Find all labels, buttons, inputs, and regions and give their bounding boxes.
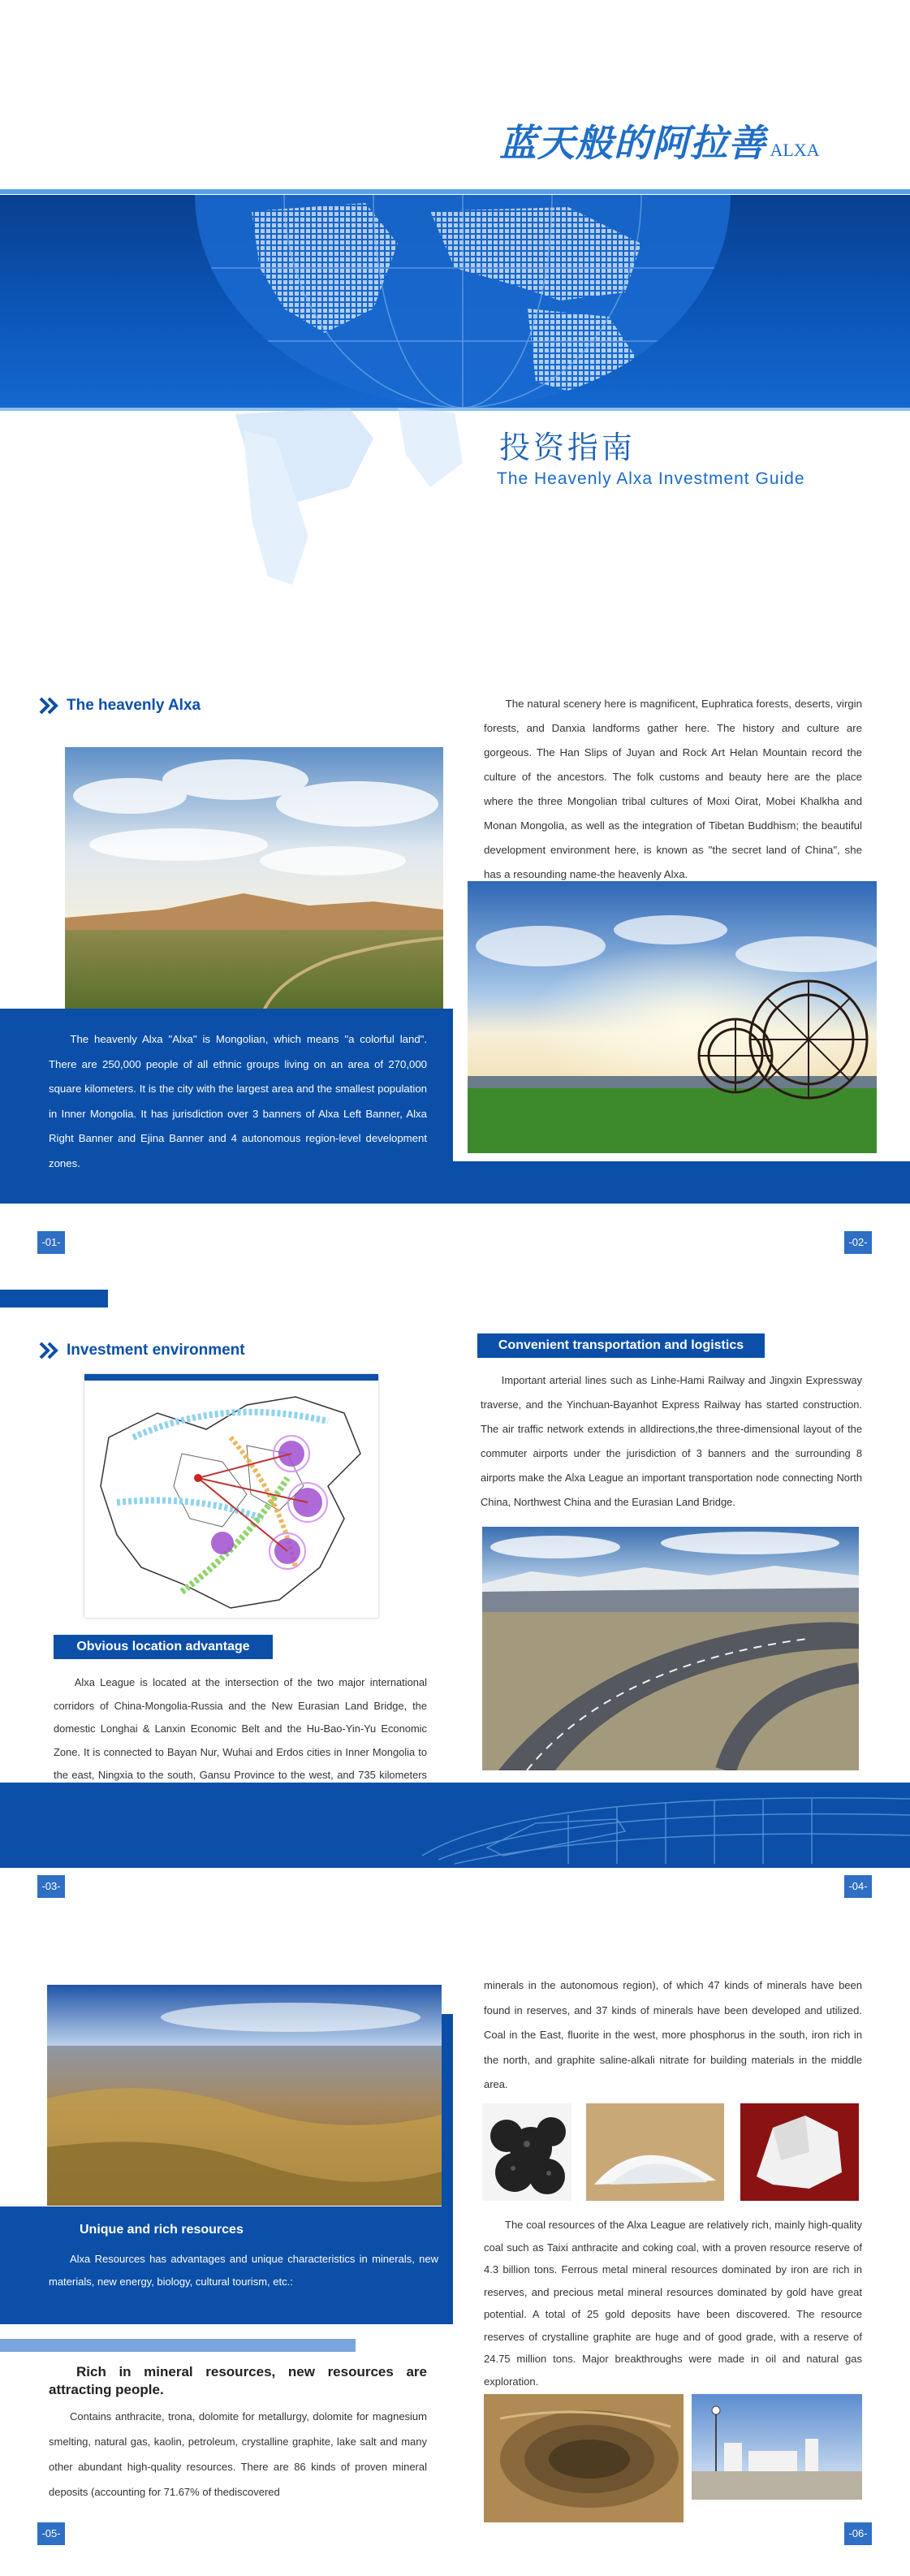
title-unique-resources: Unique and rich resources	[80, 2223, 244, 2237]
page-number-01: -01-	[37, 1231, 65, 1254]
minerals-continued: minerals in the autonomous region), of which 47 kinds of minerals have been found in reserves, and 37 kinds of minerals have been developed and utilized. Coal in the East, fluorite in the west, more phosphorus in the south, iron rich in the north, and graphite saline-alkali nitrate for building materials in the middle area.	[484, 1979, 862, 2090]
photo-salt	[586, 2103, 724, 2201]
photo-kaolin	[740, 2103, 859, 2201]
photo-mine-pit	[484, 2394, 684, 2522]
bottom-bar-page2	[453, 1161, 910, 1204]
page-number-04: -04-	[844, 1875, 872, 1898]
heading-heavenly-alxa-text: The heavenly Alxa	[67, 697, 201, 714]
page-number-06: -06-	[844, 2522, 872, 2545]
page-number-03: -03-	[37, 1875, 65, 1898]
cover-title-cn: 投资指南	[499, 430, 636, 465]
location-advantage-text: Alxa League is located at the intersection of the two major international corridors of China-Mongolia-Russia and the New Eurasian Land Bridge, the domestic Longhai & Lanxin Economic Belt and the Hu-Bao-Yin-Yu Economic Zone. It is connected to Bayan Nur, Wuhai and Erdos cities in Inner Mongolia to the east, Ningxia to the south, Gansu Province to the west, and 735 kilometers	[54, 1676, 427, 1781]
photo-oil-facility	[692, 2394, 862, 2500]
photo-waterwheel	[468, 881, 877, 1153]
resources-text: Alxa Resources has advantages and unique characteristics in minerals, new materials, new energy, biology, cultural tourism, etc.:	[49, 2253, 438, 2288]
light-accent-bar	[0, 2339, 356, 2352]
page-number-05: -05-	[37, 2522, 65, 2545]
location-map	[84, 1374, 378, 1618]
double-chevron-icon	[39, 697, 60, 715]
coal-text: The coal resources of the Alxa League are relatively rich, mainly high-quality coal such as Taixi anthracite and coking coal, with a proven resource reserve of 4.3 billion tons. Ferrous metal mineral resources dominated by iron are rich in reserves, and precious metal mineral resources dominated by gold have great potential. A total of 25 gold deposits have been discovered. The resource reserves of crystalline graphite are huge and of good grade, with a reserve of 24.75 million tons. Major breakthroughs were made in oil and natural gas exploration.	[484, 2219, 862, 2388]
cover-top-stripe	[0, 189, 910, 194]
heading-investment-environment-text: Investment environment	[67, 1342, 245, 1359]
logo-en: ALXA	[770, 140, 820, 160]
mineral-text: Contains anthracite, trona, dolomite for metallurgy, dolomite for magnesium smelting, natural gas, kaolin, petroleum, crystalline graphite, lake salt and many other abundant high-quality resources. There are 86 kinds of proven mineral deposits (accounting for 71.67% of thediscovered	[49, 2410, 427, 2498]
logo	[499, 114, 840, 165]
intro-paragraph: The natural scenery here is magnificent, Euphratica forests, deserts, virgin forests, and Danxia landforms gather here. The history and culture are gorgeous. The Han Slips of Juyan and Rock Art Helan Mountain record the culture of the ancestors. The folk customs and beauty here are the place where the three Mongolian tribal cultures of Moxi Oirat, Mobei Khalkha and Monan Mongolia, as well as the integration of Tibetan Buddhism; the beautiful development environment here, is known as "the secret land of China", she has a resounding name-the heavenly Alxa.	[484, 698, 862, 880]
accent-bar-top-left	[0, 1290, 108, 1307]
photo-highway	[482, 1527, 859, 1770]
heading-investment-environment	[39, 1342, 245, 1359]
train-band	[0, 1783, 910, 1868]
globe-graphic	[187, 195, 739, 593]
resources-block-accent	[442, 2014, 453, 2209]
mineral-heading: Rich in mineral resources, new resources are attracting people.	[49, 2364, 427, 2397]
heading-heavenly-alxa	[39, 697, 201, 715]
cover-title-en: The Heavenly Alxa Investment Guide	[497, 469, 805, 488]
page-number-02: -02-	[844, 1231, 872, 1254]
photo-aerial-landscape	[47, 1985, 442, 2206]
logo-cn: 蓝天般的阿拉善	[499, 121, 766, 165]
title-transportation: Convenient transportation and logistics	[477, 1333, 765, 1358]
photo-coal	[482, 2103, 571, 2201]
photo-desert-landscape	[65, 747, 443, 1023]
double-chevron-icon	[39, 1342, 60, 1359]
caption-heavenly-alxa: The heavenly Alxa "Alxa" is Mongolian, which means "a colorful land". There are 250,000 people of all ethnic groups living on an area of 270,000 square kilometers. It is the city with the largest area and the smallest population in Inner Mongolia. It has jurisdiction over 3 banners of Alxa Left Banner, Alxa Right Banner and Ejina Banner and 4 autonomous region-level development zones.	[49, 1033, 427, 1169]
transportation-text: Important arterial lines such as Linhe-Hami Railway and Jingxin Expressway traverse, and the Yinchuan-Bayanhot Express Railway has started construction. The air traffic network extends in alldirections,the three-dimensional layout of the commuter airports under the jurisdiction of 3 banners and the surrounding 8 airports make the Alxa League an important transportation node connecting North China, Northwest China and the Eurasian Land Bridge.	[481, 1374, 862, 1508]
title-location-advantage: Obvious location advantage	[54, 1635, 273, 1659]
